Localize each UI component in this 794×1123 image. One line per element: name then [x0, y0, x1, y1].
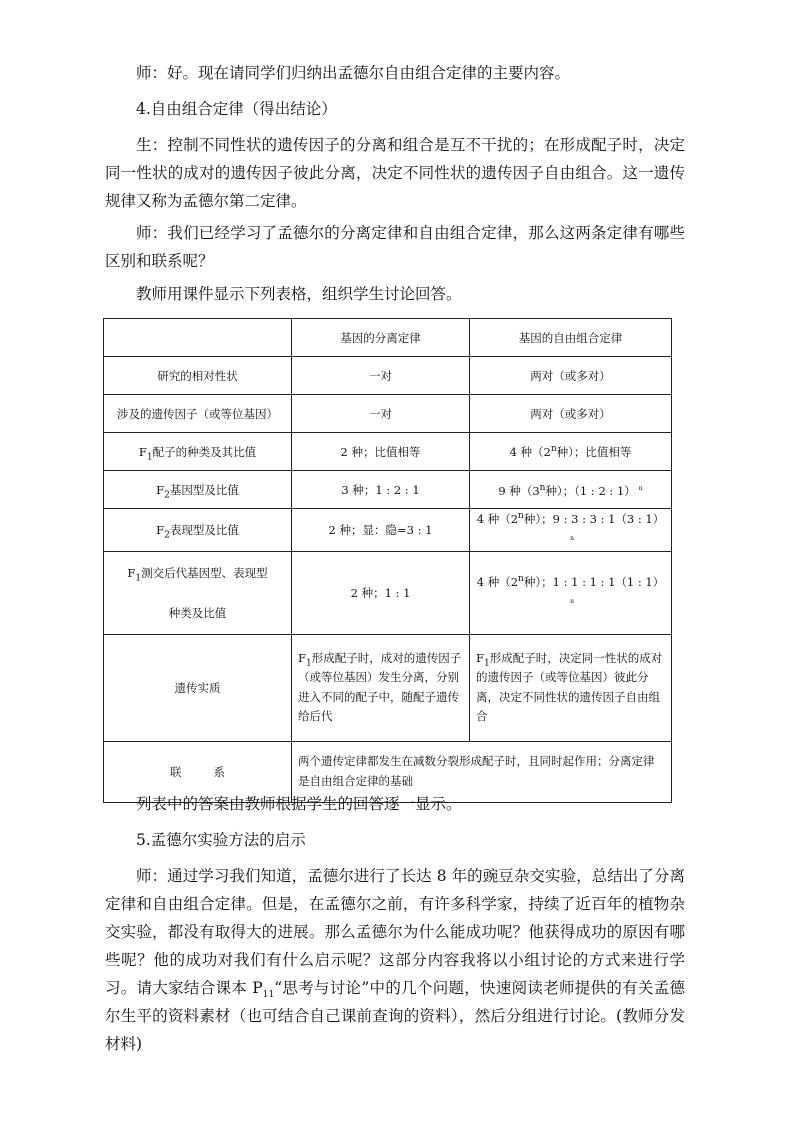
cell-independent: $F_1$形成配子时，决定同一性状的成对的遗传因子（或等位基因）彼此分离，决定不同性状的遗传因子自由组合	[470, 634, 672, 741]
row-label: 研究的相对性状	[104, 357, 292, 395]
cell-separation: 2 种；1 : 1	[292, 551, 470, 634]
comparison-table	[103, 318, 672, 803]
cell-independent: 4 种（2$^n$种）；9 : 3 : 3 : 1（3 : 1）$^n$	[470, 509, 672, 552]
table-row	[104, 433, 672, 471]
table-row	[104, 471, 672, 509]
table-row	[104, 509, 672, 552]
table-header-separation-law: 基因的分离定律	[292, 319, 470, 357]
row-label: $F_2$表现型及比值	[104, 509, 292, 552]
paragraph-teacher-discussion: 师：通过学习我们知道，孟德尔进行了长达 8 年的豌豆杂交实验，总结出了分离定律和自由组合定律。但是，在孟德尔之前，有许多科学家，持续了近百年的植物杂交实验，都没有取得大的进展。那么孟德尔为什么能成功呢？他获得成功的原因有哪些呢？他的成功对我们有什么启示呢？这部分内容我将以小组讨论的方式来进行学习。请大家结合课本 $P_{11}“$思考与讨论”中的几个问题，快速阅读老师提供的有关孟德尔生平的资料素材（也可结合自己课前查询的资料），然后分组进行讨论。(教师分发材料)	[105, 867, 685, 1053]
cell-independent: 两对（或多对）	[470, 357, 672, 395]
cell-independent: 4 种（2$^n$种）；比值相等	[470, 433, 672, 471]
cell-separation: 2 种；比值相等	[292, 433, 470, 471]
cell-separation: 一对	[292, 395, 470, 433]
cell-independent: 9 种（3$^n$种）；（1 : 2 : 1） $^n$	[470, 471, 672, 509]
table-header-independent-assortment: 基因的自由组合定律	[470, 319, 672, 357]
row-label: $F_1$测交后代基因型、表现型 种类及比值	[104, 551, 292, 634]
cell-separation: 2 种；显：隐=3 : 1	[292, 509, 470, 552]
table-row	[104, 634, 672, 741]
section-heading-4: 4.自由组合定律（得出结论）	[136, 100, 337, 118]
table-row	[104, 551, 672, 634]
paragraph-teacher-question: 师：我们已经学习了孟德尔的分离定律和自由组合定律，那么这两条定律有哪些区别和联系呢？	[105, 224, 685, 270]
paragraph-table-note: 列表中的答案由教师根据学生的回答逐一显示。	[136, 795, 462, 813]
paragraph-teacher-summary-prompt: 师：好。现在请同学们归纳出孟德尔自由组合定律的主要内容。	[136, 64, 571, 82]
cell-separation: $F_1$形成配子时，成对的遗传因子（或等位基因）发生分离，分别进入不同的配子中，随配子遗传给后代	[292, 634, 470, 741]
paragraph-student-answer: 生：控制不同性状的遗传因子的分离和组合是互不干扰的；在形成配子时，决定同一性状的成对的遗传因子彼此分离，决定不同性状的遗传因子自由组合。这一遗传规律又称为孟德尔第二定律。	[105, 136, 685, 210]
table-header-empty	[104, 319, 292, 357]
row-label: 涉及的遗传因子（或等位基因）	[104, 395, 292, 433]
row-label: $F_1$配子的种类及其比值	[104, 433, 292, 471]
cell-relationship: 两个遗传定律都发生在减数分裂形成配子时，且同时起作用；分离定律是自由组合定律的基础	[292, 741, 672, 802]
table-row	[104, 395, 672, 433]
cell-separation: 一对	[292, 357, 470, 395]
table-header-row	[104, 319, 672, 357]
table-row	[104, 357, 672, 395]
row-label: 遗传实质	[104, 634, 292, 741]
cell-separation: 3 种；1 : 2 : 1	[292, 471, 470, 509]
section-heading-5: 5.孟德尔实验方法的启示	[136, 831, 306, 849]
row-label: 联 系	[104, 741, 292, 802]
cell-independent: 4 种（2$^n$种）；1 : 1 : 1 : 1（1 : 1）$^n$	[470, 551, 672, 634]
paragraph-table-intro: 教师用课件显示下列表格，组织学生讨论回答。	[136, 285, 462, 303]
cell-independent: 两对（或多对）	[470, 395, 672, 433]
row-label: $F_2$基因型及比值	[104, 471, 292, 509]
